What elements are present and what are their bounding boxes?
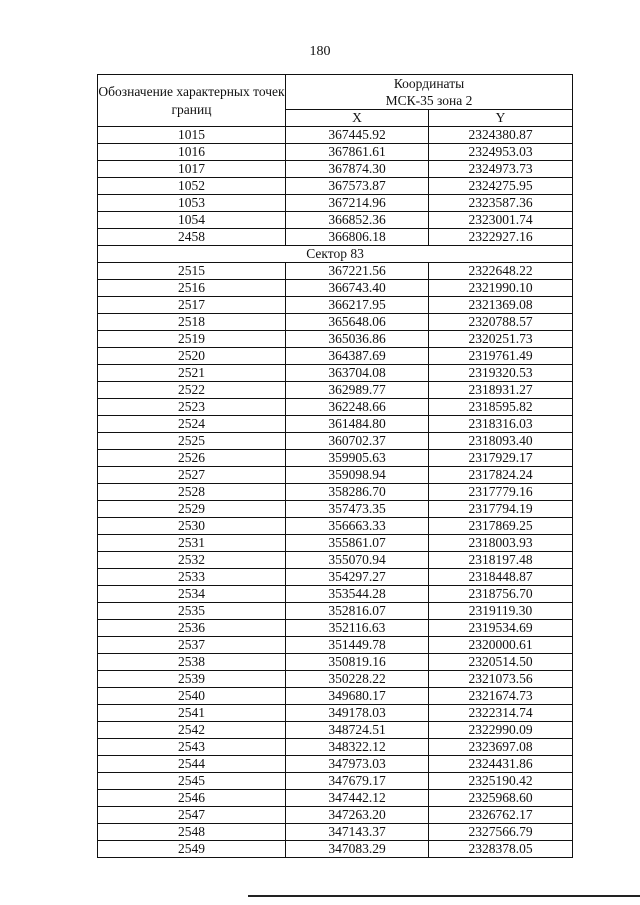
y-coordinate-cell: 2317794.19 <box>429 501 573 518</box>
y-coordinate-cell: 2318003.93 <box>429 535 573 552</box>
y-coordinate-cell: 2317869.25 <box>429 518 573 535</box>
coordinates-header <box>286 75 573 110</box>
x-coordinate-cell: 367214.96 <box>286 195 429 212</box>
x-coordinate-cell: 347083.29 <box>286 841 429 858</box>
point-id-cell: 2458 <box>98 229 286 246</box>
y-coordinate-cell: 2324953.03 <box>429 144 573 161</box>
table-row <box>98 824 573 841</box>
table-row <box>98 195 573 212</box>
y-coordinate-cell: 2321073.56 <box>429 671 573 688</box>
table-row <box>98 586 573 603</box>
point-id-cell: 2515 <box>98 263 286 280</box>
point-id-cell: 2520 <box>98 348 286 365</box>
x-column-header: X <box>286 110 429 127</box>
y-coordinate-cell: 2320514.50 <box>429 654 573 671</box>
table-row <box>98 773 573 790</box>
y-coordinate-cell: 2324275.95 <box>429 178 573 195</box>
bottom-rule <box>248 895 640 897</box>
table-row <box>98 416 573 433</box>
x-coordinate-cell: 350228.22 <box>286 671 429 688</box>
points-column-header: Обозначение характерных точек границ <box>98 75 286 127</box>
y-coordinate-cell: 2322927.16 <box>429 229 573 246</box>
y-coordinate-cell: 2323587.36 <box>429 195 573 212</box>
table-row <box>98 433 573 450</box>
table-row <box>98 739 573 756</box>
point-id-cell: 2548 <box>98 824 286 841</box>
y-coordinate-cell: 2321990.10 <box>429 280 573 297</box>
point-id-cell: 2531 <box>98 535 286 552</box>
table-row <box>98 569 573 586</box>
x-coordinate-cell: 353544.28 <box>286 586 429 603</box>
y-column-header: Y <box>429 110 573 127</box>
y-coordinate-cell: 2318316.03 <box>429 416 573 433</box>
x-coordinate-cell: 350819.16 <box>286 654 429 671</box>
x-coordinate-cell: 367445.92 <box>286 127 429 144</box>
point-id-cell: 2523 <box>98 399 286 416</box>
table-row <box>98 127 573 144</box>
point-id-cell: 2543 <box>98 739 286 756</box>
table-row <box>98 297 573 314</box>
y-coordinate-cell: 2318197.48 <box>429 552 573 569</box>
y-coordinate-cell: 2324380.87 <box>429 127 573 144</box>
coordinate-system: МСК-35 зона 2 <box>385 93 473 108</box>
x-coordinate-cell: 355861.07 <box>286 535 429 552</box>
y-coordinate-cell: 2324431.86 <box>429 756 573 773</box>
y-coordinate-cell: 2318448.87 <box>429 569 573 586</box>
point-id-cell: 2533 <box>98 569 286 586</box>
table-row <box>98 756 573 773</box>
table-row <box>98 688 573 705</box>
point-id-cell: 2549 <box>98 841 286 858</box>
x-coordinate-cell: 359905.63 <box>286 450 429 467</box>
y-coordinate-cell: 2319119.30 <box>429 603 573 620</box>
table-row <box>98 518 573 535</box>
point-id-cell: 2519 <box>98 331 286 348</box>
y-coordinate-cell: 2317929.17 <box>429 450 573 467</box>
table-row <box>98 161 573 178</box>
y-coordinate-cell: 2322648.22 <box>429 263 573 280</box>
point-id-cell: 2544 <box>98 756 286 773</box>
table-row <box>98 484 573 501</box>
x-coordinate-cell: 356663.33 <box>286 518 429 535</box>
x-coordinate-cell: 367221.56 <box>286 263 429 280</box>
x-coordinate-cell: 347143.37 <box>286 824 429 841</box>
point-id-cell: 2537 <box>98 637 286 654</box>
x-coordinate-cell: 361484.80 <box>286 416 429 433</box>
table-row <box>98 365 573 382</box>
table-row <box>98 331 573 348</box>
point-id-cell: 2545 <box>98 773 286 790</box>
point-id-cell: 1053 <box>98 195 286 212</box>
point-id-cell: 1015 <box>98 127 286 144</box>
x-coordinate-cell: 365036.86 <box>286 331 429 348</box>
table-row <box>98 535 573 552</box>
table-row <box>98 348 573 365</box>
x-coordinate-cell: 366217.95 <box>286 297 429 314</box>
y-coordinate-cell: 2320000.61 <box>429 637 573 654</box>
y-coordinate-cell: 2318093.40 <box>429 433 573 450</box>
y-coordinate-cell: 2325968.60 <box>429 790 573 807</box>
page-number: 180 <box>309 44 331 59</box>
point-id-cell: 2522 <box>98 382 286 399</box>
point-id-cell: 2539 <box>98 671 286 688</box>
y-coordinate-cell: 2323697.08 <box>429 739 573 756</box>
point-id-cell: 2524 <box>98 416 286 433</box>
y-coordinate-cell: 2327566.79 <box>429 824 573 841</box>
sector-row <box>98 246 573 263</box>
table-row <box>98 501 573 518</box>
x-coordinate-cell: 352816.07 <box>286 603 429 620</box>
y-coordinate-cell: 2318931.27 <box>429 382 573 399</box>
table-row <box>98 144 573 161</box>
table-row <box>98 603 573 620</box>
x-coordinate-cell: 366743.40 <box>286 280 429 297</box>
x-coordinate-cell: 351449.78 <box>286 637 429 654</box>
point-id-cell: 2529 <box>98 501 286 518</box>
point-id-cell: 2536 <box>98 620 286 637</box>
rows-before-sector <box>98 127 573 246</box>
y-coordinate-cell: 2321674.73 <box>429 688 573 705</box>
x-coordinate-cell: 360702.37 <box>286 433 429 450</box>
sector-label: Сектор 83 <box>98 246 573 263</box>
point-id-cell: 2547 <box>98 807 286 824</box>
table-row <box>98 807 573 824</box>
y-coordinate-cell: 2319534.69 <box>429 620 573 637</box>
x-coordinate-cell: 354297.27 <box>286 569 429 586</box>
sector-section <box>98 246 573 263</box>
x-coordinate-cell: 362989.77 <box>286 382 429 399</box>
table-row <box>98 654 573 671</box>
x-coordinate-cell: 365648.06 <box>286 314 429 331</box>
point-id-cell: 2525 <box>98 433 286 450</box>
point-id-cell: 1054 <box>98 212 286 229</box>
x-coordinate-cell: 359098.94 <box>286 467 429 484</box>
point-id-cell: 1017 <box>98 161 286 178</box>
rows-after-sector <box>98 263 573 858</box>
point-id-cell: 2532 <box>98 552 286 569</box>
point-id-cell: 2540 <box>98 688 286 705</box>
coordinates-table <box>97 74 573 858</box>
x-coordinate-cell: 366852.36 <box>286 212 429 229</box>
y-coordinate-cell: 2328378.05 <box>429 841 573 858</box>
x-coordinate-cell: 352116.63 <box>286 620 429 637</box>
point-id-cell: 2541 <box>98 705 286 722</box>
y-coordinate-cell: 2318756.70 <box>429 586 573 603</box>
y-coordinate-cell: 2320788.57 <box>429 314 573 331</box>
x-coordinate-cell: 347679.17 <box>286 773 429 790</box>
table-row <box>98 263 573 280</box>
coordinates-title: Координаты <box>393 76 465 91</box>
y-coordinate-cell: 2325190.42 <box>429 773 573 790</box>
point-id-cell: 2546 <box>98 790 286 807</box>
x-coordinate-cell: 347442.12 <box>286 790 429 807</box>
y-coordinate-cell: 2319761.49 <box>429 348 573 365</box>
point-id-cell: 2517 <box>98 297 286 314</box>
y-coordinate-cell: 2318595.82 <box>429 399 573 416</box>
point-id-cell: 2526 <box>98 450 286 467</box>
table-row <box>98 229 573 246</box>
table-row <box>98 280 573 297</box>
point-id-cell: 2530 <box>98 518 286 535</box>
point-id-cell: 2527 <box>98 467 286 484</box>
y-coordinate-cell: 2321369.08 <box>429 297 573 314</box>
point-id-cell: 1052 <box>98 178 286 195</box>
table-row <box>98 671 573 688</box>
y-coordinate-cell: 2324973.73 <box>429 161 573 178</box>
x-coordinate-cell: 348322.12 <box>286 739 429 756</box>
table-row <box>98 790 573 807</box>
y-coordinate-cell: 2320251.73 <box>429 331 573 348</box>
x-coordinate-cell: 367573.87 <box>286 178 429 195</box>
table-row <box>98 637 573 654</box>
point-id-cell: 2518 <box>98 314 286 331</box>
table-row <box>98 705 573 722</box>
point-id-cell: 2538 <box>98 654 286 671</box>
y-coordinate-cell: 2317824.24 <box>429 467 573 484</box>
y-coordinate-cell: 2323001.74 <box>429 212 573 229</box>
y-coordinate-cell: 2322990.09 <box>429 722 573 739</box>
point-id-cell: 2542 <box>98 722 286 739</box>
x-coordinate-cell: 355070.94 <box>286 552 429 569</box>
table-row <box>98 212 573 229</box>
x-coordinate-cell: 367861.61 <box>286 144 429 161</box>
table-row <box>98 552 573 569</box>
table-row <box>98 467 573 484</box>
table-row <box>98 314 573 331</box>
x-coordinate-cell: 367874.30 <box>286 161 429 178</box>
table-row <box>98 620 573 637</box>
y-coordinate-cell: 2319320.53 <box>429 365 573 382</box>
x-coordinate-cell: 357473.35 <box>286 501 429 518</box>
x-coordinate-cell: 347973.03 <box>286 756 429 773</box>
y-coordinate-cell: 2326762.17 <box>429 807 573 824</box>
x-coordinate-cell: 363704.08 <box>286 365 429 382</box>
table-row <box>98 399 573 416</box>
table-row <box>98 382 573 399</box>
x-coordinate-cell: 362248.66 <box>286 399 429 416</box>
point-id-cell: 2521 <box>98 365 286 382</box>
point-id-cell: 1016 <box>98 144 286 161</box>
point-id-cell: 2535 <box>98 603 286 620</box>
x-coordinate-cell: 349680.17 <box>286 688 429 705</box>
table-row <box>98 841 573 858</box>
point-id-cell: 2534 <box>98 586 286 603</box>
table-row <box>98 178 573 195</box>
y-coordinate-cell: 2317779.16 <box>429 484 573 501</box>
x-coordinate-cell: 358286.70 <box>286 484 429 501</box>
x-coordinate-cell: 348724.51 <box>286 722 429 739</box>
x-coordinate-cell: 347263.20 <box>286 807 429 824</box>
x-coordinate-cell: 349178.03 <box>286 705 429 722</box>
x-coordinate-cell: 364387.69 <box>286 348 429 365</box>
x-coordinate-cell: 366806.18 <box>286 229 429 246</box>
point-id-cell: 2528 <box>98 484 286 501</box>
y-coordinate-cell: 2322314.74 <box>429 705 573 722</box>
table-row <box>98 722 573 739</box>
point-id-cell: 2516 <box>98 280 286 297</box>
table-row <box>98 450 573 467</box>
